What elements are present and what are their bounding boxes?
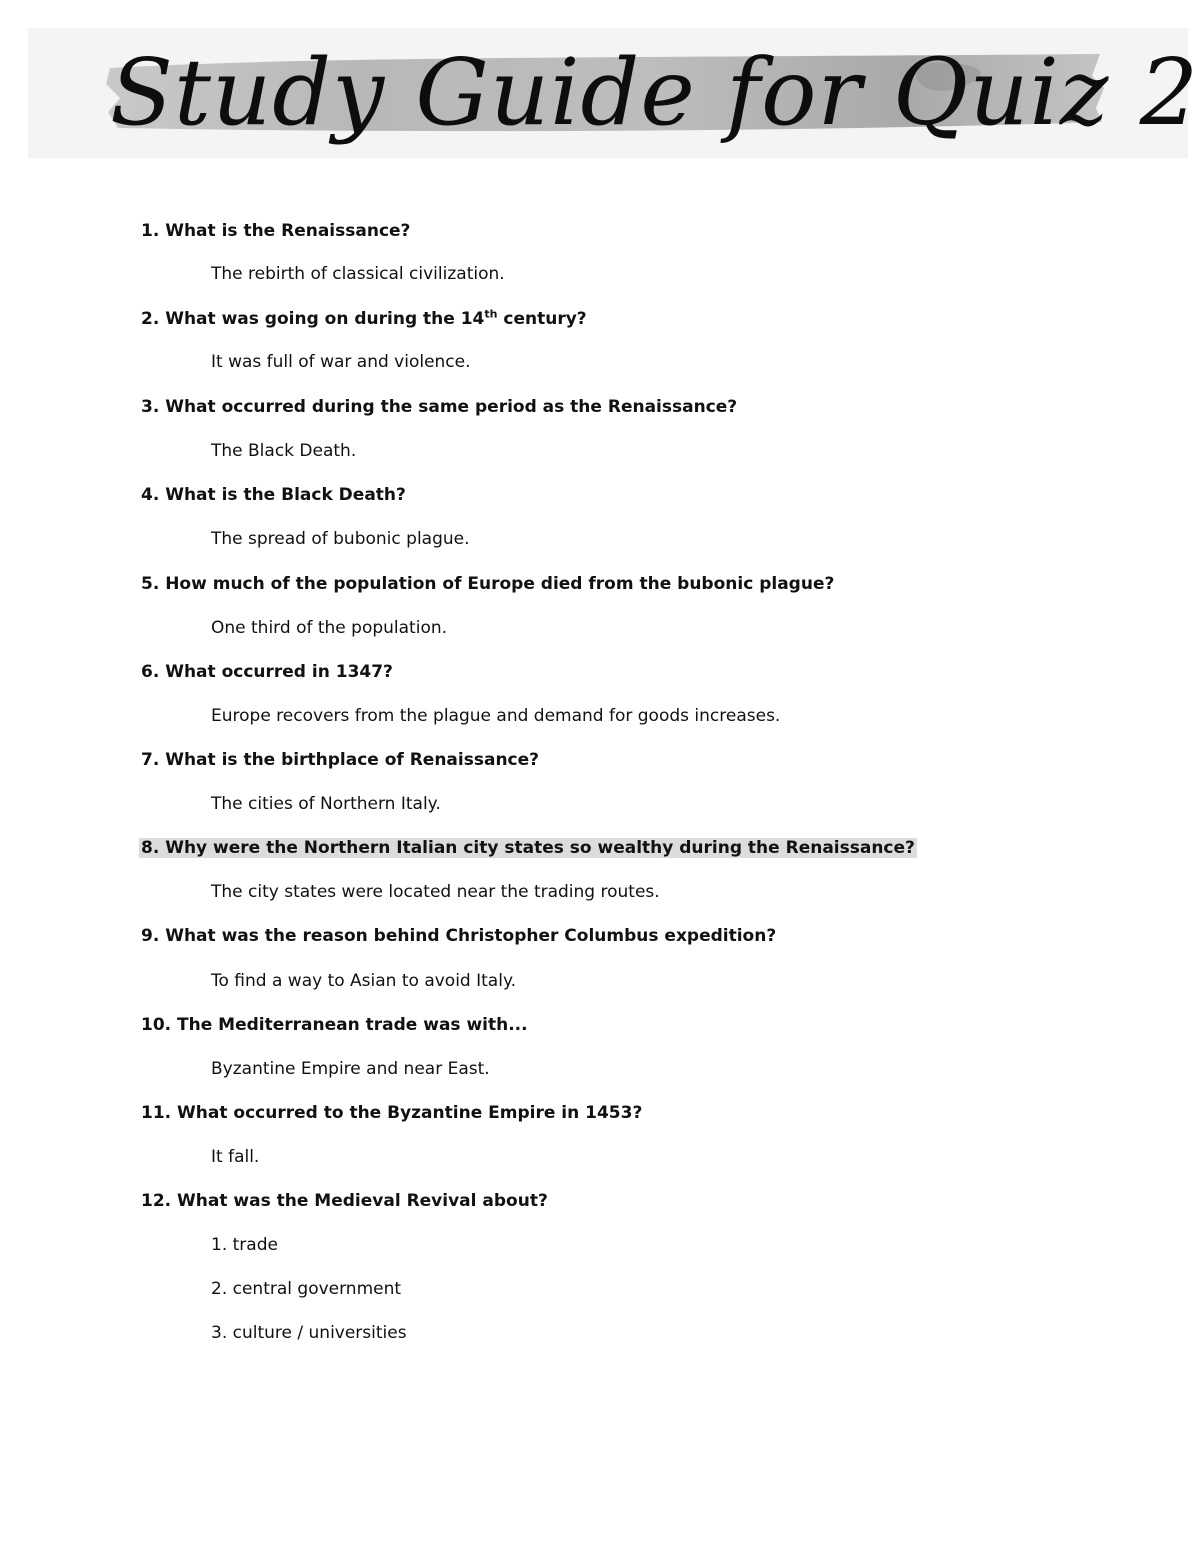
question-1: 1. What is the Renaissance? — [141, 221, 411, 241]
answer-11: It fall. — [211, 1147, 260, 1167]
answer-5: One third of the population. — [211, 618, 448, 638]
answer-12-item-1: 1. trade — [211, 1235, 278, 1255]
question-5: 5. How much of the population of Europe died from the bubonic plague? — [141, 574, 835, 594]
question-8 — [141, 836, 917, 860]
question-2-text-end: century? — [497, 309, 587, 329]
question-9: 9. What was the reason behind Christopher Columbus expedition? — [141, 926, 777, 946]
question-6: 6. What occurred in 1347? — [141, 662, 393, 682]
question-8-highlighted: 8. Why were the Northern Italian city states so wealthy during the Renaissance? — [141, 838, 915, 858]
question-3: 3. What occurred during the same period as the Renaissance? — [141, 397, 738, 417]
answer-2: It was full of war and violence. — [211, 352, 471, 372]
answer-1: The rebirth of classical civilization. — [211, 264, 505, 284]
ordinal-suffix: th — [484, 307, 498, 321]
answer-10: Byzantine Empire and near East. — [211, 1059, 490, 1079]
question-4: 4. What is the Black Death? — [141, 485, 406, 505]
question-2-text: 2. What was going on during the 14 — [141, 309, 485, 329]
answer-7: The cities of Northern Italy. — [211, 794, 441, 814]
answer-12-item-3: 3. culture / universities — [211, 1323, 407, 1343]
answer-3: The Black Death. — [211, 441, 357, 461]
question-7: 7. What is the birthplace of Renaissance? — [141, 750, 540, 770]
answer-9: To find a way to Asian to avoid Italy. — [211, 971, 516, 991]
answer-12-item-2: 2. central government — [211, 1279, 402, 1299]
question-2 — [141, 307, 587, 331]
question-11: 11. What occurred to the Byzantine Empire in 1453? — [141, 1103, 643, 1123]
answer-4: The spread of bubonic plague. — [211, 529, 470, 549]
answer-6: Europe recovers from the plague and demand for goods increases. — [211, 706, 781, 726]
answer-8: The city states were located near the trading routes. — [211, 882, 660, 902]
page-title: Study Guide for Quiz 2 — [110, 39, 1200, 146]
question-12: 12. What was the Medieval Revival about? — [141, 1191, 548, 1211]
question-10: 10. The Mediterranean trade was with... — [141, 1015, 528, 1035]
